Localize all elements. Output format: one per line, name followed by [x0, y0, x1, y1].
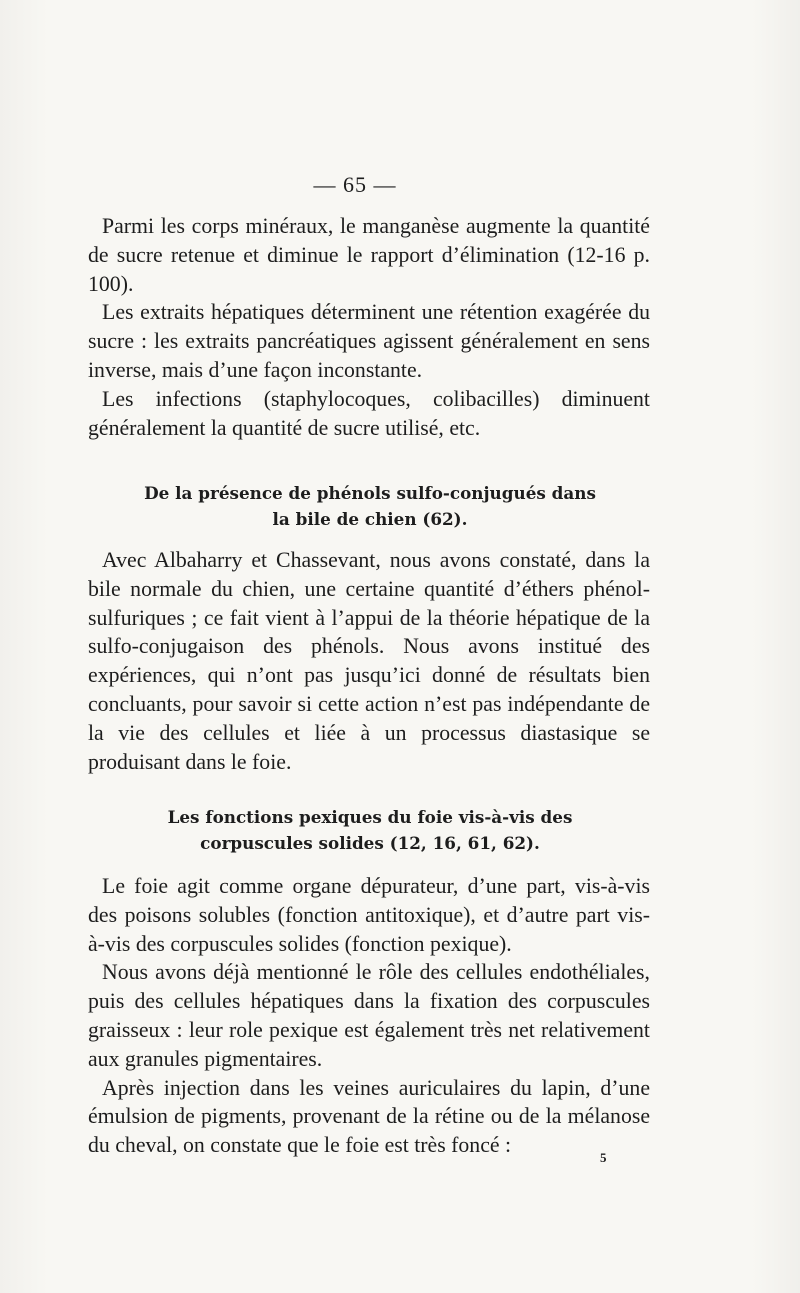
paragraph: Les infections (staphylocoques, colibacilles) diminuent généralement la quantité de sucre utilisé, etc. [88, 386, 650, 440]
section-pexic-functions [88, 872, 650, 1160]
heading-line: Les fonctions pexiques du foie vis-à-vis des [167, 807, 573, 827]
paragraph: Le foie agit comme organe dépurateur, d’une part, vis-à-vis des poisons solubles (fonction antitoxique), et d’autre part vis-à-vis des corpuscules solides (fonction pexique). [88, 874, 650, 956]
paragraph: Parmi les corps minéraux, le manganèse augmente la quantité de sucre retenue et diminue le rapport d’élimination (12-16 p. 100). [88, 214, 650, 296]
paragraph: Les extraits hépatiques déterminent une rétention exagérée du sucre : les extraits pancréatiques agissent généralement en sens inverse, mais d’une façon inconstante. [88, 300, 650, 382]
heading-line: De la présence de phénols sulfo-conjugués dans [144, 483, 596, 503]
heading-line: corpuscules solides (12, 16, 61, 62). [200, 833, 540, 853]
paragraph: Nous avons déjà mentionné le rôle des cellules endothéliales, puis des cellules hépatiques dans la fixation des corpuscules graisseux : leur role pexique est également très net relativement aux granules pigmentaires. [88, 960, 650, 1071]
heading-line: la bile de chien (62). [272, 509, 468, 529]
signature-mark: 5 [600, 1150, 607, 1165]
section-heading-pexic-functions [140, 804, 600, 856]
section-sugar-retention [88, 212, 650, 442]
page-number: — 65 — [313, 172, 397, 197]
paragraph: Avec Albaharry et Chassevant, nous avons constaté, dans la bile normale du chien, une certaine quantité d’éthers phénol-sulfuriques ; ce fait vient à l’appui de la théorie hépatique de la sulfo-conjugaison des phénols. Nous avons institué des expériences, qui n’ont pas jusqu’ici donné de résultats bien concluants, pour savoir si cette action n’est pas indépendante de la vie des cellules et liée à un processus diastasique se produisant dans le foie. [88, 548, 650, 774]
paragraph: Après injection dans les veines auriculaires du lapin, d’une émulsion de pigments, provenant de la rétine ou de la mélanose du cheval, on constate que le foie est très foncé : [88, 1075, 650, 1158]
section-heading-phenols [140, 480, 600, 532]
section-phenols [88, 546, 650, 776]
